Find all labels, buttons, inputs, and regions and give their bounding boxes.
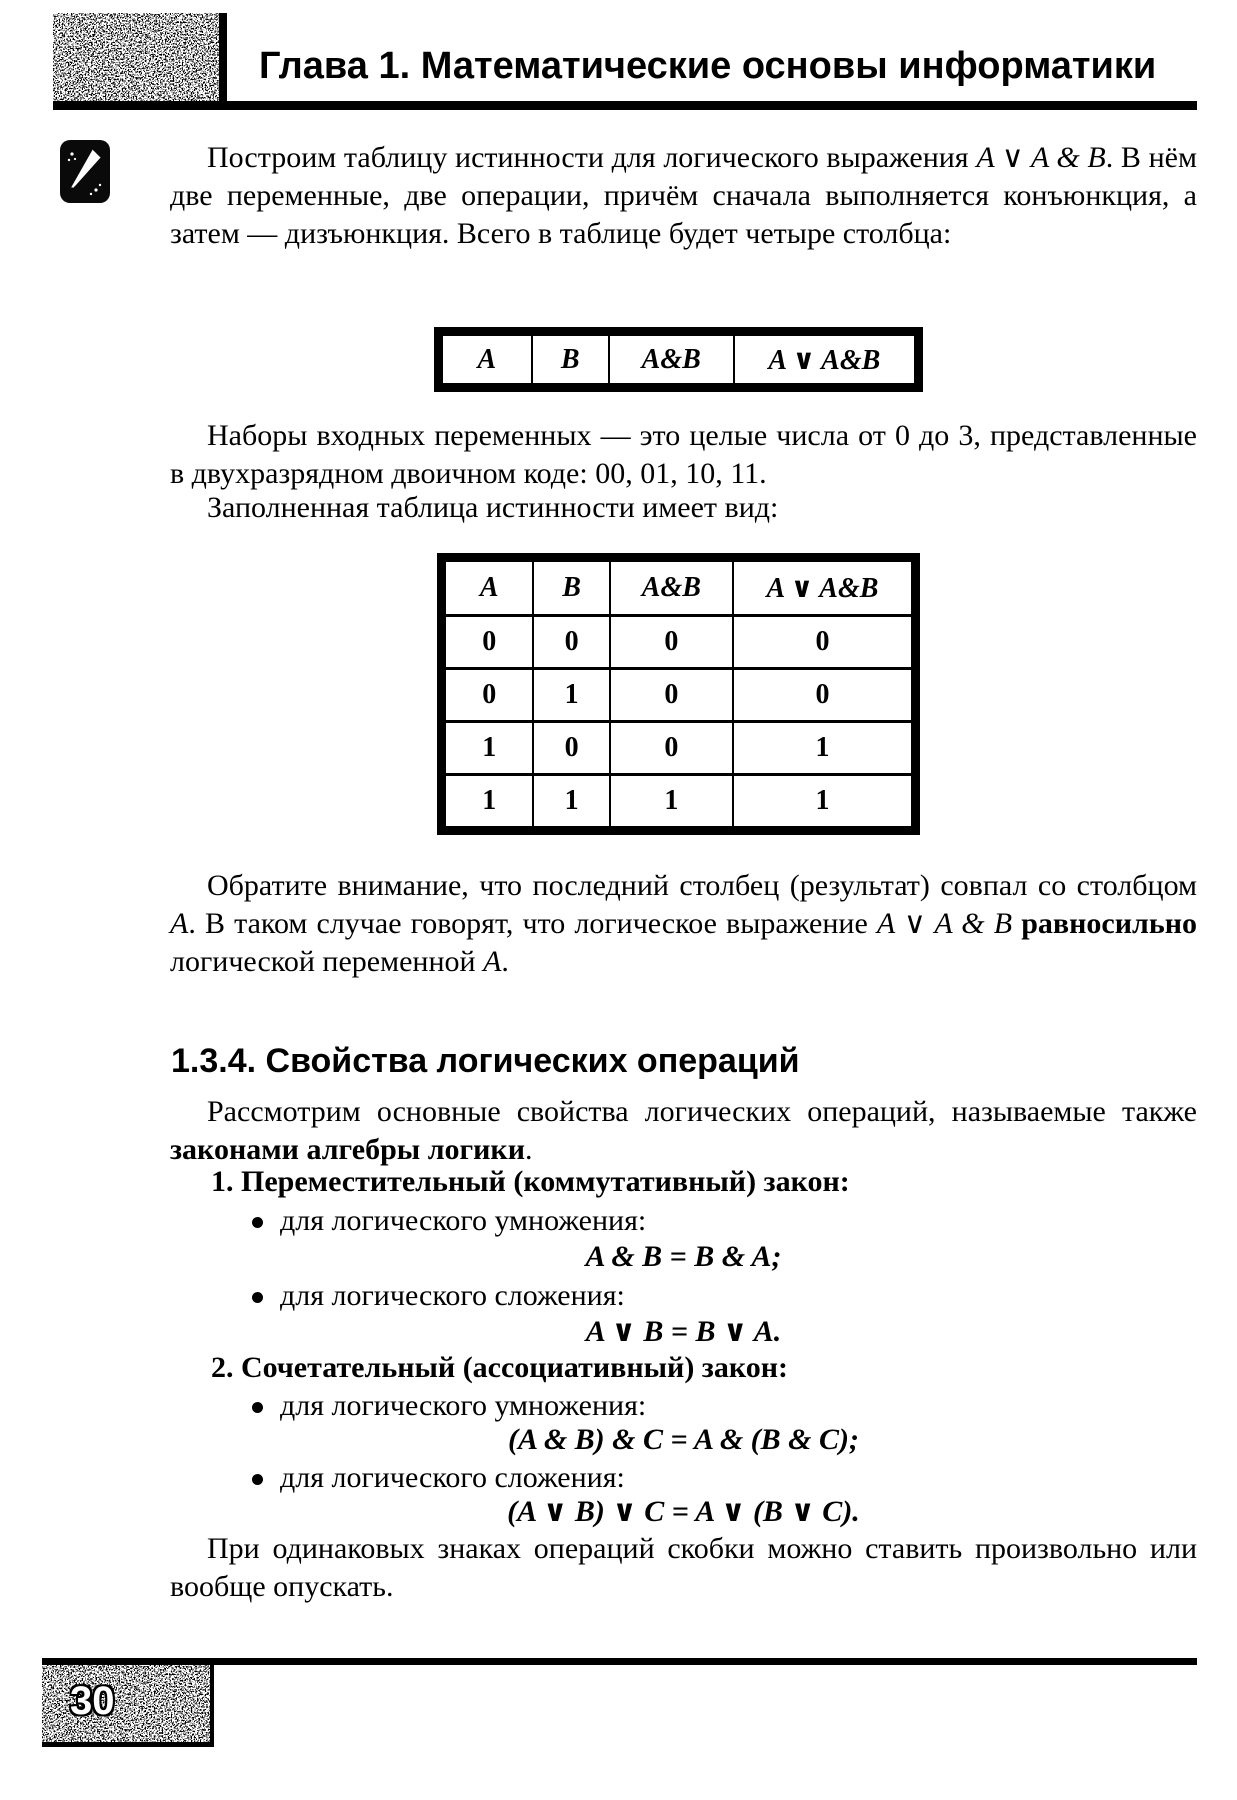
table-header-cell: A — [479, 572, 499, 603]
table-cell: 1 — [609, 776, 732, 826]
bullet-icon — [252, 1292, 263, 1303]
table-cell: 0 — [609, 670, 732, 720]
law-associative-label: 2. Сочетательный (ассоциативный) закон: — [211, 1351, 789, 1384]
table-cell: 0 — [609, 723, 732, 773]
truth-table-filled — [437, 553, 920, 835]
table-header-cell: B — [531, 336, 608, 383]
table-cell: 1 — [532, 670, 608, 720]
bullet-icon — [252, 1474, 263, 1485]
table-header-cell: A — [477, 343, 497, 375]
table-cell: 1 — [732, 776, 911, 826]
table-header-cell: A&B — [609, 562, 732, 614]
list-item-and — [252, 1202, 1197, 1240]
paragraph-build-table: Построим таблицу истинности для логического выражения A ∨ A & B. В нём две переменные, две операции, причём сначала выполняется конъюнкция, а затем — дизъюнкция. Всего в таблице будет четыре столбца: — [170, 141, 1197, 250]
formula-associative-and: (A & B) & C = A & (B & C); — [507, 1423, 860, 1456]
table-row — [446, 667, 911, 720]
list-item-or — [252, 1277, 1197, 1315]
paragraph-brackets-note: При одинаковых знаках операций скобки можно ставить произвольно или вообще опускать. — [170, 1532, 1197, 1603]
paragraph-laws-intro: Рассмотрим основные свойства логических операций, называемые также законами алгебры логики. — [170, 1095, 1197, 1166]
list-item-label: для логического сложения: — [280, 1279, 625, 1312]
section-heading: 1.3.4. Свойства логических операций — [171, 1042, 800, 1080]
table-row — [446, 720, 911, 773]
page-number: 30 — [70, 1679, 115, 1723]
table-row — [446, 614, 911, 667]
formula-associative-or: (A ∨ B) ∨ C = A ∨ (B ∨ C). — [507, 1495, 860, 1528]
chapter-title: Глава 1. Математические основы информатики — [259, 45, 1157, 87]
table-cell: 0 — [532, 617, 608, 667]
list-item-label: для логического умножения: — [280, 1204, 647, 1237]
list-item-label: для логического умножения: — [280, 1389, 647, 1422]
page-number-block — [42, 1665, 214, 1747]
list-item-and — [252, 1387, 1197, 1425]
table-cell: 0 — [732, 670, 911, 720]
paragraph-filled-table-intro: Заполненная таблица истинности имеет вид: — [207, 491, 779, 524]
table-cell: 0 — [732, 617, 911, 667]
table-cell: 0 — [532, 723, 608, 773]
table-header-cell: A&B — [608, 336, 733, 383]
table-header-cell: B — [532, 562, 608, 614]
bullet-icon — [252, 1402, 263, 1413]
paragraph-input-sets: Наборы входных переменных — это целые числа от 0 до 3, представленные в двухразрядном двоичном коде: 00, 01, 10, 11. — [170, 419, 1197, 490]
table-header-row — [443, 336, 914, 383]
table-cell: 0 — [482, 679, 497, 710]
footer-divider — [42, 1658, 1197, 1665]
formula-commutative-or: A ∨ B = B ∨ A. — [585, 1315, 782, 1348]
table-cell: 0 — [609, 617, 732, 667]
header-divider — [53, 101, 1197, 110]
law-commutative-label: 1. Переместительный (коммутативный) закон: — [211, 1165, 850, 1198]
table-cell: 1 — [532, 776, 608, 826]
table-cell: 0 — [482, 626, 497, 657]
list-item-or — [252, 1459, 1197, 1497]
truth-table-empty — [434, 327, 923, 392]
table-cell: 1 — [732, 723, 911, 773]
list-item-label: для логического сложения: — [280, 1461, 625, 1494]
table-cell: 1 — [482, 732, 497, 763]
pencil-icon — [60, 140, 110, 203]
table-row — [446, 773, 911, 826]
table-header-cell: A ∨ A&B — [732, 562, 911, 614]
formula-commutative-and: A & B = B & A; — [585, 1240, 782, 1273]
table-header-row — [446, 562, 911, 614]
table-cell: 1 — [482, 785, 497, 816]
header-noise-texture — [53, 13, 227, 101]
table-header-cell: A ∨ A&B — [733, 336, 914, 383]
paragraph-result: Обратите внимание, что последний столбец (результат) совпал со столбцом A. В таком случае говорят, что логическое выражение A ∨ A & B равносильно логической переменной A. — [170, 869, 1197, 978]
bullet-icon — [252, 1217, 263, 1228]
